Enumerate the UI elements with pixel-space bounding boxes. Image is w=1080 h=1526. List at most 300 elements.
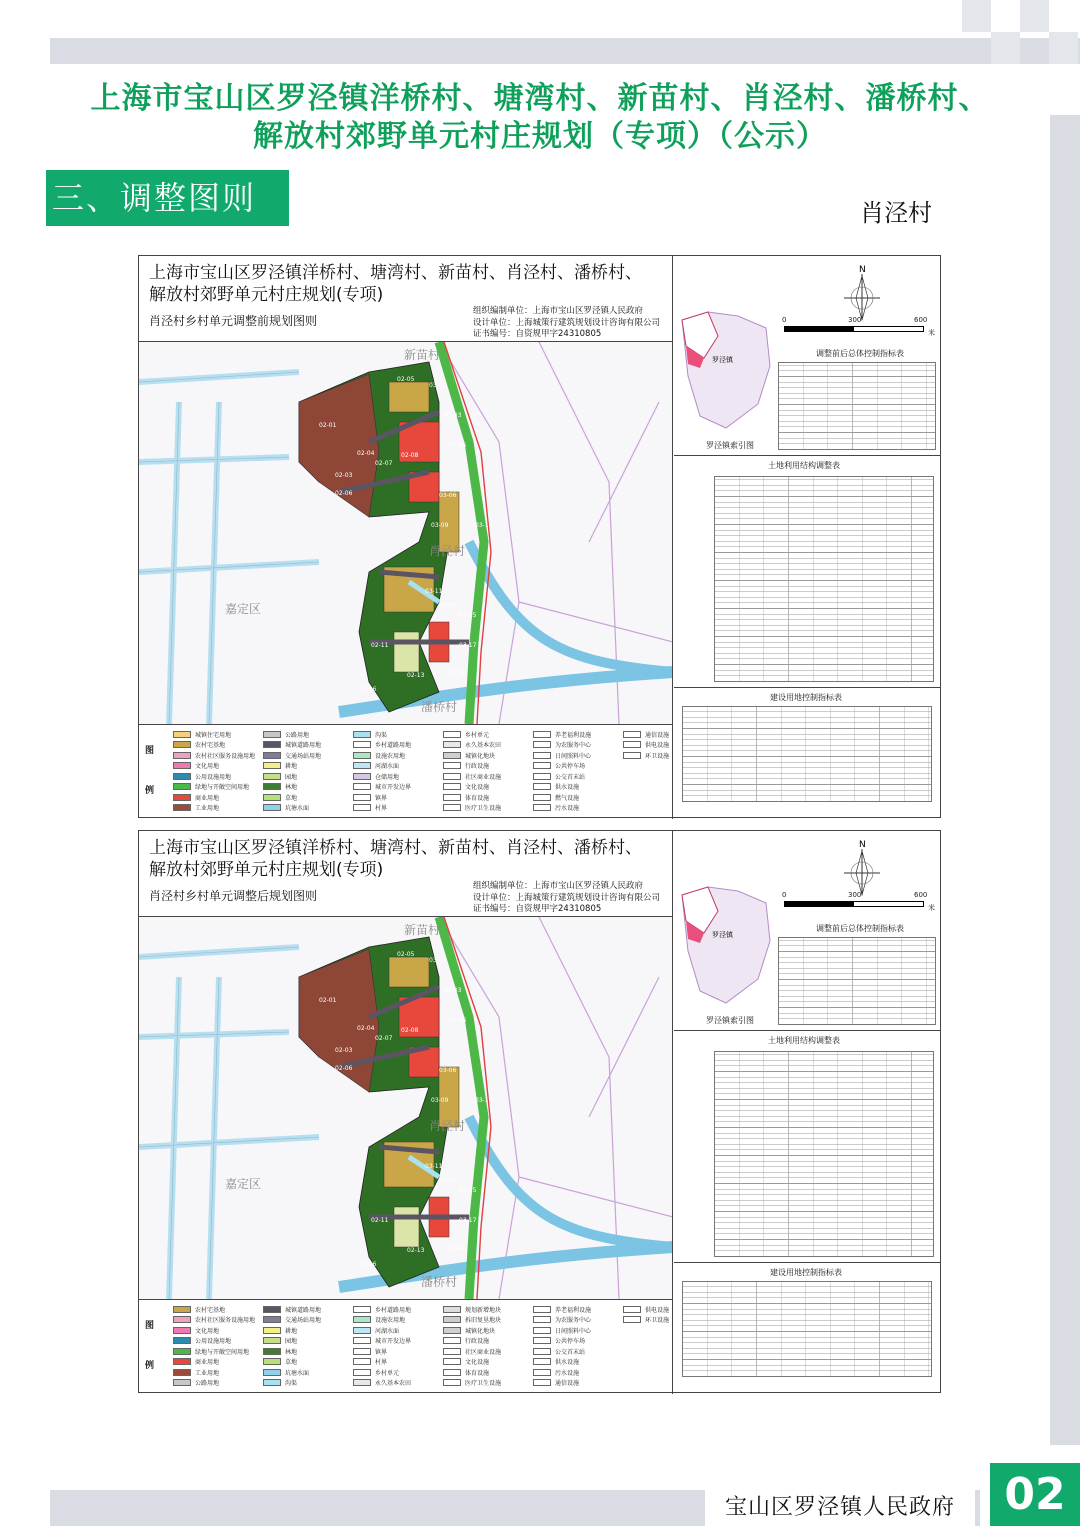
place-label: 新苗村	[404, 923, 441, 937]
legend-item	[263, 750, 351, 761]
legend-item	[533, 729, 621, 740]
legend-item	[263, 782, 351, 793]
legend-label: 医疗卫生设施	[464, 805, 501, 813]
legend-item	[173, 1336, 261, 1347]
legend-item	[533, 750, 621, 761]
footer-organization: 宝山区罗泾镇人民政府	[705, 1490, 975, 1526]
north-arrow-icon	[842, 262, 882, 322]
legend-label: 环卫设施	[644, 752, 669, 760]
legend-swatch	[623, 731, 641, 738]
legend-swatch	[443, 783, 461, 790]
page-number: 02	[990, 1463, 1080, 1526]
legend-swatch	[173, 731, 191, 738]
legend-label: 农村社区服务设施用地	[195, 1317, 256, 1325]
parcel-code: 03-03	[444, 987, 462, 994]
parcel-code: 03-15	[459, 1187, 477, 1194]
legend-swatch	[533, 1337, 551, 1344]
parcel-code: 02-13	[407, 672, 425, 679]
legend-item	[263, 1304, 351, 1315]
sheet-header	[139, 256, 673, 342]
legend-swatch	[173, 1327, 191, 1334]
legend-label: 坑塘水面	[284, 1369, 309, 1377]
legend-item	[173, 803, 261, 814]
legend-label: 供水设施	[554, 784, 579, 792]
legend-swatch	[173, 1316, 191, 1323]
scale-unit: 米	[928, 329, 935, 337]
legend-item	[443, 1315, 531, 1326]
canal-edge	[139, 947, 319, 1299]
legend-item	[533, 771, 621, 782]
legend-item	[353, 729, 441, 740]
canal-edge	[139, 372, 319, 724]
parcel-code: 02-06	[335, 490, 353, 497]
plan-sheet-before	[138, 255, 941, 818]
legend-swatch	[533, 752, 551, 759]
legend-swatch	[623, 741, 641, 748]
legend-item	[173, 1357, 261, 1368]
legend-label: 社区商业设施	[464, 1348, 501, 1356]
legend-swatch	[443, 1337, 461, 1344]
legend-swatch	[443, 794, 461, 801]
legend-swatch	[353, 783, 371, 790]
legend-label: 城镇化地块	[464, 1327, 495, 1335]
legend-item	[173, 750, 261, 761]
svg-text:N: N	[859, 265, 866, 275]
legend-swatch	[353, 1369, 371, 1376]
legend-grid	[173, 729, 669, 815]
parcel-code: 03-15	[459, 612, 477, 619]
legend-item	[533, 1325, 621, 1336]
legend-item	[443, 1346, 531, 1357]
legend-label: 镇界	[374, 1348, 387, 1356]
legend-label: 城镇道路用地	[284, 1306, 321, 1314]
parcel-code: 03-03	[444, 412, 462, 419]
parcel-code: 02-07	[375, 1035, 393, 1042]
legend-swatch	[533, 741, 551, 748]
legend-swatch	[533, 1327, 551, 1334]
legend-item	[443, 771, 531, 782]
legend-item	[353, 740, 441, 751]
legend-item	[443, 761, 531, 772]
legend-item	[263, 1336, 351, 1347]
legend-label: 通信设施	[644, 731, 669, 739]
legend-item	[173, 1346, 261, 1357]
legend-item	[353, 1367, 441, 1378]
legend-label: 日间照料中心	[554, 752, 591, 760]
svg-text:N: N	[859, 840, 866, 850]
legend-item	[443, 792, 531, 803]
legend-swatch	[443, 804, 461, 811]
legend-label: 体育设施	[464, 1369, 489, 1377]
legend-item	[173, 782, 261, 793]
place-label: 潘桥村	[421, 700, 458, 714]
legend-item	[623, 740, 669, 751]
legend-item	[353, 803, 441, 814]
legend-swatch	[353, 1337, 371, 1344]
legend-swatch	[623, 1316, 641, 1323]
legend-swatch	[623, 1306, 641, 1313]
land-structure-table-title: 土地利用结构调整表	[768, 461, 840, 470]
place-label: 潘桥村	[421, 1275, 458, 1289]
canal	[139, 947, 319, 1299]
legend-swatch	[533, 773, 551, 780]
legend-label: 设施农用地	[374, 752, 405, 760]
legend-item	[353, 1325, 441, 1336]
legend-label: 为农服务中心	[554, 742, 591, 750]
sheet-subtitle: 肖泾村乡村单元调整前规划图则	[149, 314, 318, 328]
legend-item	[533, 792, 621, 803]
legend-swatch	[173, 1358, 191, 1365]
legend-item	[443, 1325, 531, 1336]
parcel-code: 03-10	[475, 522, 493, 529]
construction-table	[682, 706, 932, 802]
legend-swatch	[533, 1379, 551, 1386]
scale-label: 600	[914, 891, 928, 899]
legend-label: 文化用地	[195, 1327, 220, 1335]
legend-item	[533, 1357, 621, 1368]
index-map-icon	[678, 306, 773, 436]
place-label: 新苗村	[404, 348, 441, 362]
legend-label: 行政设施	[464, 763, 489, 771]
river	[469, 542, 673, 672]
parcel-code: 02-03	[335, 1047, 353, 1054]
legend-item	[263, 729, 351, 740]
legend-label: 林地	[284, 1348, 297, 1356]
top-decor-band	[50, 38, 1080, 64]
north-arrow-icon	[842, 837, 882, 897]
scale-bar	[784, 901, 924, 907]
place-label: 肖泾村	[429, 544, 466, 558]
legend-item	[443, 740, 531, 751]
legend-label: 河湖水面	[374, 763, 399, 771]
legend-swatch	[173, 752, 191, 759]
legend-item	[353, 782, 441, 793]
legend-label: 公共停车场	[554, 1338, 585, 1346]
land-structure-table	[714, 1051, 934, 1257]
parcel-code: 03-18	[447, 670, 465, 677]
legend-swatch	[443, 1369, 461, 1376]
legend-label: 设施农用地	[374, 1317, 405, 1325]
sidebar-middle	[674, 1031, 940, 1263]
legend-swatch	[263, 794, 281, 801]
legend-item	[533, 1378, 621, 1389]
legend-swatch	[533, 762, 551, 769]
legend-swatch	[263, 1316, 281, 1323]
legend-item	[533, 761, 621, 772]
scale-label: 300	[848, 316, 862, 324]
place-label: 嘉定区	[225, 602, 262, 616]
legend-label: 供电设施	[644, 742, 669, 750]
parcel-code: 03-11	[425, 1163, 443, 1170]
map-canvas	[139, 342, 673, 724]
legend-item	[353, 771, 441, 782]
legend-swatch	[173, 741, 191, 748]
parcel-code: 03-11	[425, 588, 443, 595]
legend-label: 拆旧复垦地块	[464, 1317, 501, 1325]
legend-item	[353, 792, 441, 803]
legend-label: 燃气设施	[554, 794, 579, 802]
legend-swatch	[623, 752, 641, 759]
legend-swatch	[353, 804, 371, 811]
legend-swatch	[173, 762, 191, 769]
legend-item	[443, 1378, 531, 1389]
legend-swatch	[173, 783, 191, 790]
parcel-code: 02-06	[335, 1065, 353, 1072]
legend-swatch	[263, 752, 281, 759]
legend-label: 城市开发边界	[374, 784, 411, 792]
legend-item	[533, 1336, 621, 1347]
legend-label: 耕地	[284, 1327, 297, 1335]
land-structure-table	[714, 476, 934, 682]
legend-swatch	[263, 1337, 281, 1344]
legend-swatch	[263, 1327, 281, 1334]
legend-swatch	[443, 731, 461, 738]
legend-item	[623, 729, 669, 740]
legend-swatch	[353, 752, 371, 759]
legend-swatch	[353, 762, 371, 769]
map-canvas	[139, 917, 673, 1299]
parcel-code: 02-04	[357, 1025, 375, 1032]
legend-label: 乡村道路用地	[374, 1306, 411, 1314]
legend-label: 医疗卫生设施	[464, 1380, 501, 1388]
legend-item	[353, 1304, 441, 1315]
parcel-code: 03-05	[449, 1017, 467, 1024]
legend-label: 行政设施	[464, 1338, 489, 1346]
place-label: 嘉定区	[225, 1177, 262, 1191]
construction-table-title: 建设用地控制指标表	[770, 1268, 842, 1277]
legend-label: 污水设施	[554, 1369, 579, 1377]
legend-swatch	[533, 1316, 551, 1323]
legend-label: 公路用地	[284, 731, 309, 739]
legend-item	[263, 1325, 351, 1336]
construction-table	[682, 1281, 932, 1377]
parcel-code: 03-06	[439, 1067, 457, 1074]
index-map-icon	[678, 881, 773, 1011]
legend-swatch	[173, 773, 191, 780]
map-legend	[139, 724, 673, 819]
legend-label: 农村宅基地	[195, 1306, 226, 1314]
legend-swatch	[443, 1306, 461, 1313]
control-table	[778, 937, 936, 1025]
legend-swatch	[443, 741, 461, 748]
legend-swatch	[443, 1327, 461, 1334]
section-heading: 三、调整图则	[46, 170, 289, 226]
legend-swatch	[263, 731, 281, 738]
parcel-code: 03-10	[475, 1097, 493, 1104]
legend-label: 林地	[284, 784, 297, 792]
control-table-title: 调整前后总体控制指标表	[816, 924, 904, 933]
legend-label: 供水设施	[554, 1359, 579, 1367]
legend-label: 园地	[284, 773, 297, 781]
legend-label: 公交首末站	[554, 1348, 585, 1356]
legend-item	[173, 1304, 261, 1315]
legend-item	[533, 1315, 621, 1326]
legend-item	[533, 740, 621, 751]
legend-item	[443, 729, 531, 740]
parcel-code: 02-11	[371, 642, 389, 649]
scale-bar	[784, 326, 924, 332]
legend-label: 公共停车场	[554, 763, 585, 771]
legend-grid	[173, 1304, 669, 1390]
parcel-code: 03-06	[439, 492, 457, 499]
legend-item	[263, 1367, 351, 1378]
legend-label: 乡村单元	[464, 731, 489, 739]
legend-swatch	[353, 1358, 371, 1365]
legend-label: 草地	[284, 794, 297, 802]
legend-item	[443, 803, 531, 814]
legend-label: 养老福利设施	[554, 1306, 591, 1314]
legend-label: 坑塘水面	[284, 805, 309, 813]
legend-label: 文化设施	[464, 784, 489, 792]
scale-label: 0	[782, 891, 787, 899]
right-decor-band	[1050, 115, 1080, 1445]
legend-swatch	[443, 1316, 461, 1323]
legend-item	[263, 1378, 351, 1389]
legend-label: 农村社区服务设施用地	[195, 752, 256, 760]
legend-label: 村界	[374, 805, 387, 813]
parcel-code: 02-08	[401, 1027, 419, 1034]
legend-label: 公用设施用地	[195, 1338, 232, 1346]
legend-label: 通信设施	[554, 1380, 579, 1388]
legend-swatch	[263, 804, 281, 811]
legend-label: 沟渠	[374, 731, 387, 739]
parcel-code: 03-17	[459, 642, 477, 649]
legend-swatch	[353, 794, 371, 801]
legend-swatch	[173, 1369, 191, 1376]
parcel-code: 02-08	[401, 452, 419, 459]
legend-item	[353, 1315, 441, 1326]
legend-item	[533, 1367, 621, 1378]
legend-label: 镇界	[374, 794, 387, 802]
legend-label: 环卫设施	[644, 1317, 669, 1325]
legend-label: 城镇住宅用地	[195, 731, 232, 739]
parcel-code: 03-17	[459, 1217, 477, 1224]
legend-item	[443, 782, 531, 793]
control-table	[778, 362, 936, 450]
parcel-code: 03-05	[449, 442, 467, 449]
legend-swatch	[353, 1306, 371, 1313]
legend-label: 文化用地	[195, 763, 220, 771]
legend-item	[443, 1304, 531, 1315]
sidebar-top	[674, 256, 940, 456]
legend-item	[443, 1336, 531, 1347]
parcel-code: 03-12	[439, 1177, 457, 1184]
legend-label: 社区商业设施	[464, 773, 501, 781]
legend-item	[353, 1357, 441, 1368]
legend-label: 污水设施	[554, 805, 579, 813]
legend-label: 乡村道路用地	[374, 742, 411, 750]
legend-swatch	[173, 804, 191, 811]
legend-label: 工业用地	[195, 805, 220, 813]
sidebar-top	[674, 831, 940, 1031]
legend-swatch	[533, 731, 551, 738]
legend-swatch	[443, 1358, 461, 1365]
legend-swatch	[173, 794, 191, 801]
legend-label: 日间照料中心	[554, 1327, 591, 1335]
legend-label: 永久基本农田	[374, 1380, 411, 1388]
legend-label: 园地	[284, 1338, 297, 1346]
map-legend	[139, 1299, 673, 1394]
homestead-parcel	[389, 957, 429, 987]
svg-text:罗泾镇: 罗泾镇	[712, 356, 733, 364]
scale-label: 300	[848, 891, 862, 899]
parcel-code: 02-07	[375, 460, 393, 467]
legend-label: 公路用地	[195, 1380, 220, 1388]
legend-item	[263, 761, 351, 772]
parcel-code: 03-09	[431, 522, 449, 529]
legend-item	[353, 1336, 441, 1347]
legend-item	[533, 1346, 621, 1357]
legend-label: 河湖水面	[374, 1327, 399, 1335]
legend-swatch	[173, 1306, 191, 1313]
legend-item	[263, 740, 351, 751]
farmland-parcel	[394, 632, 419, 672]
legend-item	[353, 1346, 441, 1357]
legend-item	[263, 803, 351, 814]
legend-label: 绿地与开敞空间用地	[195, 1348, 250, 1356]
legend-label: 农村宅基地	[195, 742, 226, 750]
parcel-code: 03-09	[431, 1097, 449, 1104]
legend-swatch	[533, 804, 551, 811]
parcel-code: 02-05	[397, 951, 415, 958]
legend-swatch	[533, 1348, 551, 1355]
legend-label: 养老福利设施	[554, 731, 591, 739]
parcel-code: 02-03	[335, 472, 353, 479]
legend-swatch	[443, 1348, 461, 1355]
land-use-map	[139, 917, 673, 1299]
legend-item	[263, 1357, 351, 1368]
plan-sheet-after	[138, 830, 941, 1393]
legend-caption: 图	[145, 746, 155, 756]
legend-item	[173, 761, 261, 772]
legend-swatch	[263, 1358, 281, 1365]
legend-swatch	[353, 1379, 371, 1386]
legend-swatch	[443, 1379, 461, 1386]
scale-label: 600	[914, 316, 928, 324]
legend-swatch	[533, 1358, 551, 1365]
legend-swatch	[353, 1348, 371, 1355]
legend-item	[443, 750, 531, 761]
legend-swatch	[263, 1379, 281, 1386]
legend-item	[173, 729, 261, 740]
legend-label: 体育设施	[464, 794, 489, 802]
legend-label: 公交首末站	[554, 773, 585, 781]
document-title: 上海市宝山区罗泾镇洋桥村、塘湾村、新苗村、肖泾村、潘桥村、 解放村郊野单元村庄规划（专项）（公示）	[90, 81, 990, 154]
land-structure-table-title: 土地利用结构调整表	[768, 1036, 840, 1045]
legend-label: 绿地与开敞空间用地	[195, 784, 250, 792]
sidebar-middle	[674, 456, 940, 688]
village-name: 肖泾村	[860, 199, 932, 227]
legend-label: 工业用地	[195, 1369, 220, 1377]
legend-caption: 例	[145, 1361, 155, 1371]
index-map-caption: 罗泾镇索引图	[706, 1016, 754, 1025]
sheet-title: 上海市宝山区罗泾镇洋桥村、塘湾村、新苗村、肖泾村、潘桥村、 解放村郊野单元村庄规划(专项)	[149, 263, 642, 305]
legend-swatch	[173, 1337, 191, 1344]
legend-swatch	[353, 773, 371, 780]
legend-item	[173, 740, 261, 751]
legend-label: 耕地	[284, 763, 297, 771]
parcel-code: 02-13	[407, 1247, 425, 1254]
legend-swatch	[443, 762, 461, 769]
legend-swatch	[533, 1369, 551, 1376]
sheet-title: 上海市宝山区罗泾镇洋桥村、塘湾村、新苗村、肖泾村、潘桥村、 解放村郊野单元村庄规划(专项)	[149, 838, 642, 880]
legend-swatch	[353, 1316, 371, 1323]
farmland-parcel	[394, 1207, 419, 1247]
legend-label: 城镇化地块	[464, 752, 495, 760]
parcel-code: 03-01	[429, 382, 447, 389]
parcel-code: 02-04	[357, 450, 375, 457]
legend-swatch	[533, 783, 551, 790]
